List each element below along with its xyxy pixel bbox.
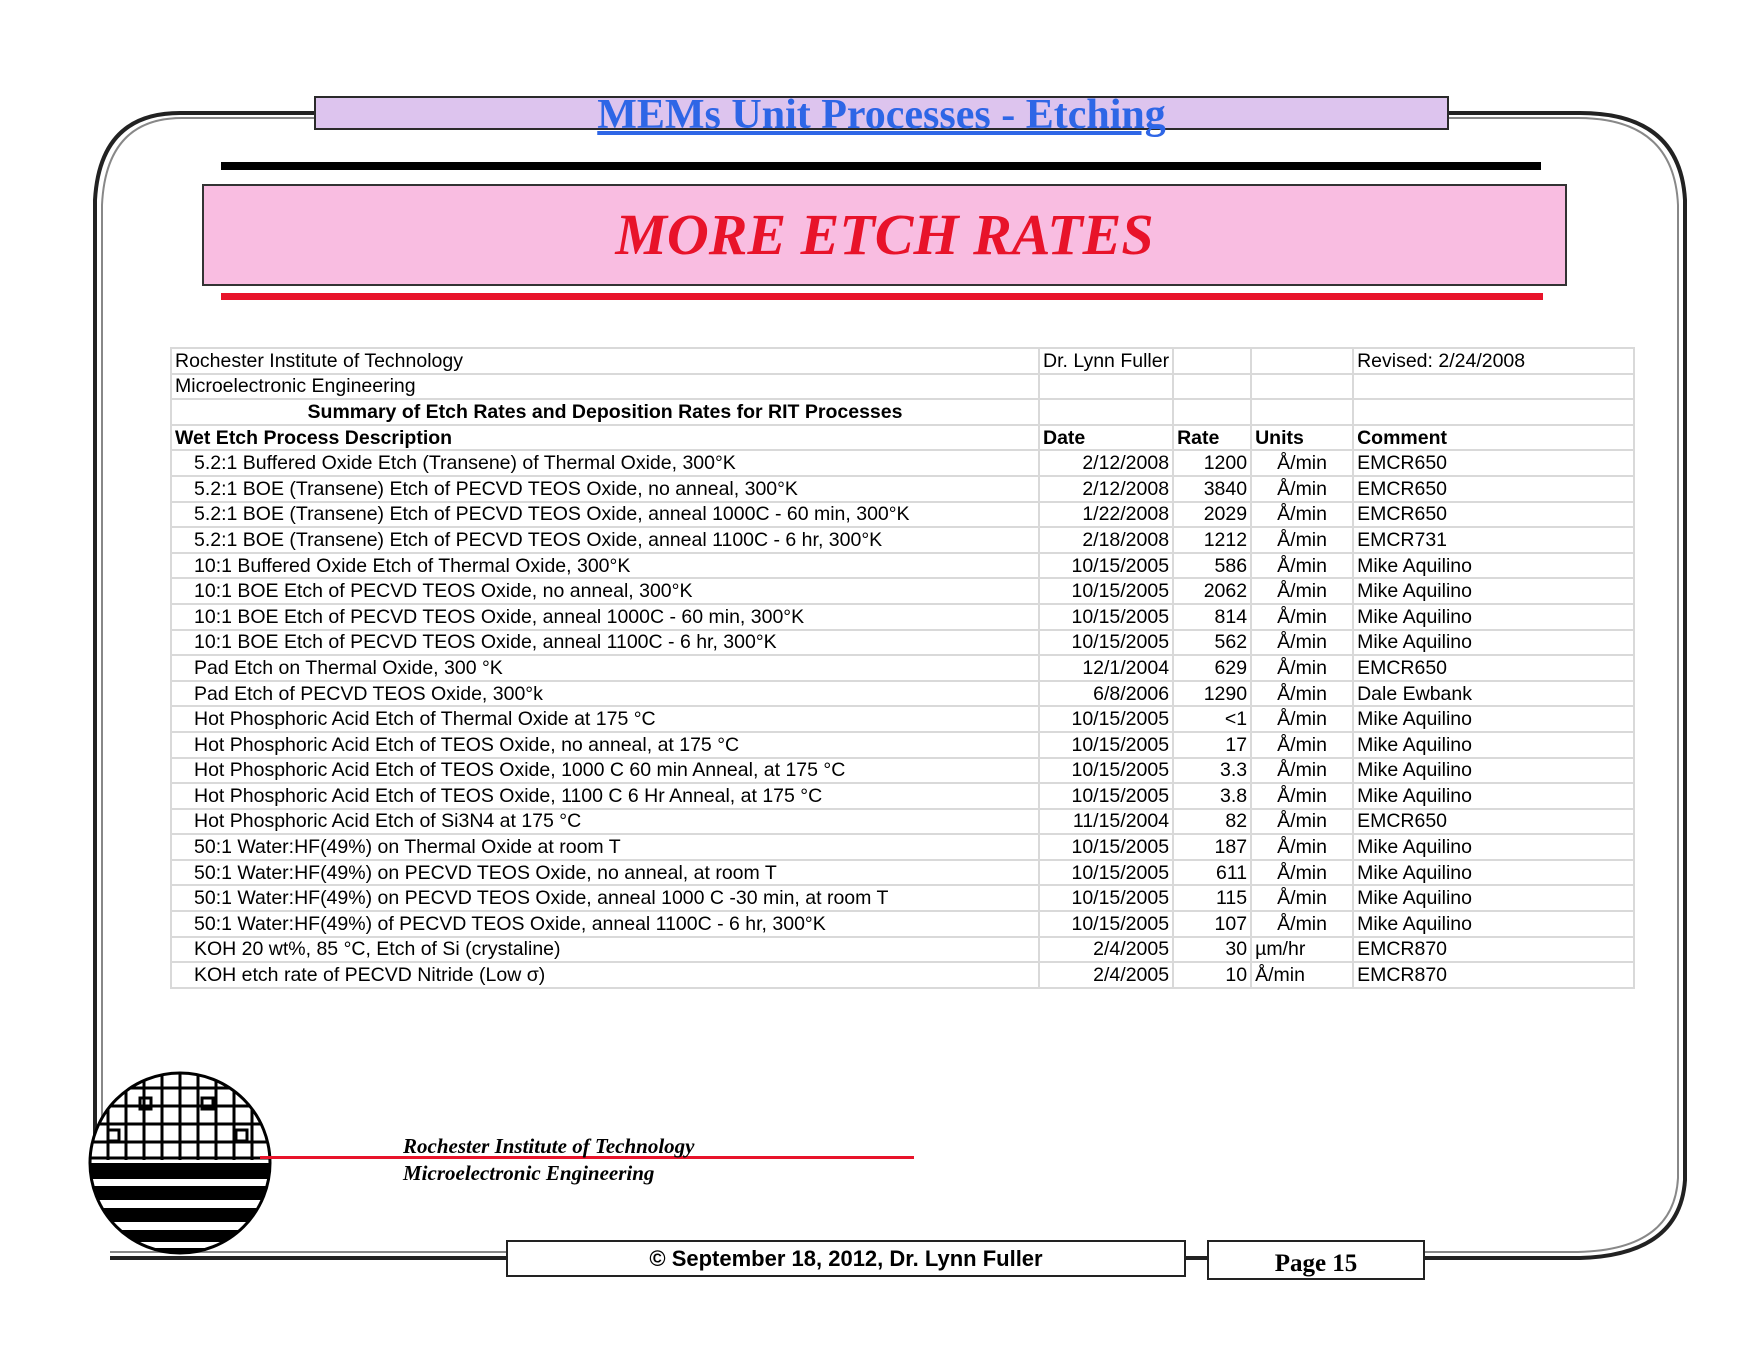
row-comment: Mike Aquilino: [1353, 630, 1634, 656]
row-comment: EMCR650: [1353, 450, 1634, 476]
row-date: 10/15/2005: [1039, 732, 1173, 758]
row-comment: Mike Aquilino: [1353, 911, 1634, 937]
row-date: 10/15/2005: [1039, 758, 1173, 784]
table-info-row: [171, 348, 1634, 374]
table-row: [171, 732, 1634, 758]
summary-cell: Summary of Etch Rates and Deposition Rates for RIT Processes: [171, 399, 1039, 425]
table-row: [171, 681, 1634, 707]
row-description: 5.2:1 Buffered Oxide Etch (Transene) of Thermal Oxide, 300°K: [171, 450, 1039, 476]
table-row: [171, 783, 1634, 809]
row-description: Pad Etch of PECVD TEOS Oxide, 300°k: [171, 681, 1039, 707]
row-description: 50:1 Water:HF(49%) on PECVD TEOS Oxide, anneal 1000 C -30 min, at room T: [171, 885, 1039, 911]
row-date: 1/22/2008: [1039, 502, 1173, 528]
row-units: Å/min: [1251, 604, 1353, 630]
row-comment: EMCR650: [1353, 476, 1634, 502]
row-comment: EMCR650: [1353, 655, 1634, 681]
row-date: 10/15/2005: [1039, 783, 1173, 809]
row-comment: EMCR650: [1353, 809, 1634, 835]
table-row: [171, 578, 1634, 604]
row-description: Hot Phosphoric Acid Etch of TEOS Oxide, no anneal, at 175 °C: [171, 732, 1039, 758]
row-units: Å/min: [1251, 732, 1353, 758]
wafer-logo: [86, 1068, 274, 1258]
row-description: 5.2:1 BOE (Transene) Etch of PECVD TEOS Oxide, anneal 1100C - 6 hr, 300°K: [171, 527, 1039, 553]
row-comment: Mike Aquilino: [1353, 783, 1634, 809]
row-units: Å/min: [1251, 962, 1353, 988]
footer-institution: [403, 1133, 695, 1187]
row-units: Å/min: [1251, 655, 1353, 681]
table-row: [171, 450, 1634, 476]
row-units: Å/min: [1251, 681, 1353, 707]
row-units: Å/min: [1251, 630, 1353, 656]
row-comment: Mike Aquilino: [1353, 553, 1634, 579]
empty-cell: [1353, 399, 1634, 425]
author-cell: Dr. Lynn Fuller: [1039, 348, 1173, 374]
slide-title: MORE ETCH RATES: [202, 184, 1567, 286]
row-date: 2/18/2008: [1039, 527, 1173, 553]
table-row: [171, 476, 1634, 502]
row-rate: 17: [1173, 732, 1251, 758]
row-comment: EMCR731: [1353, 527, 1634, 553]
row-rate: 1200: [1173, 450, 1251, 476]
row-rate: 611: [1173, 860, 1251, 886]
row-rate: 107: [1173, 911, 1251, 937]
row-rate: 3840: [1173, 476, 1251, 502]
table-row: [171, 937, 1634, 963]
row-rate: 586: [1173, 553, 1251, 579]
empty-cell: [1251, 399, 1353, 425]
row-rate: 10: [1173, 962, 1251, 988]
row-rate: 562: [1173, 630, 1251, 656]
row-description: Hot Phosphoric Acid Etch of TEOS Oxide, 1000 C 60 min Anneal, at 175 °C: [171, 758, 1039, 784]
row-date: 10/15/2005: [1039, 911, 1173, 937]
row-date: 2/4/2005: [1039, 962, 1173, 988]
column-header-description: Wet Etch Process Description: [171, 425, 1039, 451]
row-comment: Dale Ewbank: [1353, 681, 1634, 707]
row-date: 10/15/2005: [1039, 578, 1173, 604]
table-row: [171, 527, 1634, 553]
row-rate: 629: [1173, 655, 1251, 681]
row-description: 10:1 BOE Etch of PECVD TEOS Oxide, anneal 1000C - 60 min, 300°K: [171, 604, 1039, 630]
footer-department-name: Microelectronic Engineering: [403, 1161, 655, 1185]
row-rate: 82: [1173, 809, 1251, 835]
copyright-notice: © September 18, 2012, Dr. Lynn Fuller: [506, 1240, 1186, 1277]
table-row: [171, 860, 1634, 886]
row-units: Å/min: [1251, 783, 1353, 809]
row-comment: Mike Aquilino: [1353, 885, 1634, 911]
row-units: Å/min: [1251, 527, 1353, 553]
table-row: [171, 553, 1634, 579]
table-row: [171, 962, 1634, 988]
empty-cell: [1039, 374, 1173, 400]
column-header-rate: Rate: [1173, 425, 1251, 451]
row-date: 10/15/2005: [1039, 834, 1173, 860]
row-units: Å/min: [1251, 834, 1353, 860]
row-date: 10/15/2005: [1039, 630, 1173, 656]
empty-cell: [1173, 374, 1251, 400]
column-header-date: Date: [1039, 425, 1173, 451]
table-row: [171, 758, 1634, 784]
row-units: Å/min: [1251, 502, 1353, 528]
row-rate: 3.3: [1173, 758, 1251, 784]
row-comment: EMCR870: [1353, 962, 1634, 988]
footer-institution-name: Rochester Institute of Technology: [403, 1134, 695, 1158]
row-comment: Mike Aquilino: [1353, 706, 1634, 732]
table-row: [171, 834, 1634, 860]
table-body: [171, 450, 1634, 987]
row-rate: 1290: [1173, 681, 1251, 707]
table-info-row: [171, 374, 1634, 400]
row-date: 10/15/2005: [1039, 860, 1173, 886]
row-description: 50:1 Water:HF(49%) on PECVD TEOS Oxide, no anneal, at room T: [171, 860, 1039, 886]
row-date: 10/15/2005: [1039, 604, 1173, 630]
row-units: Å/min: [1251, 578, 1353, 604]
department-cell: Microelectronic Engineering: [171, 374, 1039, 400]
table-row: [171, 885, 1634, 911]
empty-cell: [1251, 348, 1353, 374]
row-comment: Mike Aquilino: [1353, 604, 1634, 630]
row-comment: Mike Aquilino: [1353, 834, 1634, 860]
empty-cell: [1251, 374, 1353, 400]
row-rate: 115: [1173, 885, 1251, 911]
table-row: [171, 502, 1634, 528]
row-date: 11/15/2004: [1039, 809, 1173, 835]
row-description: 5.2:1 BOE (Transene) Etch of PECVD TEOS Oxide, no anneal, 300°K: [171, 476, 1039, 502]
row-description: KOH etch rate of PECVD Nitride (Low σ): [171, 962, 1039, 988]
empty-cell: [1173, 348, 1251, 374]
row-units: Å/min: [1251, 553, 1353, 579]
row-description: Pad Etch on Thermal Oxide, 300 °K: [171, 655, 1039, 681]
course-title: MEMs Unit Processes - Etching: [314, 96, 1449, 130]
empty-cell: [1039, 399, 1173, 425]
row-description: 10:1 BOE Etch of PECVD TEOS Oxide, no anneal, 300°K: [171, 578, 1039, 604]
row-date: 10/15/2005: [1039, 706, 1173, 732]
empty-cell: [1353, 374, 1634, 400]
row-rate: 30: [1173, 937, 1251, 963]
row-date: 10/15/2005: [1039, 885, 1173, 911]
institution-cell: Rochester Institute of Technology: [171, 348, 1039, 374]
title-divider-black: [221, 162, 1541, 170]
row-units: µm/hr: [1251, 937, 1353, 963]
row-comment: EMCR650: [1353, 502, 1634, 528]
row-date: 2/4/2005: [1039, 937, 1173, 963]
table-row: [171, 706, 1634, 732]
row-rate: 814: [1173, 604, 1251, 630]
row-comment: Mike Aquilino: [1353, 732, 1634, 758]
row-rate: 3.8: [1173, 783, 1251, 809]
row-units: Å/min: [1251, 911, 1353, 937]
row-description: 10:1 BOE Etch of PECVD TEOS Oxide, anneal 1100C - 6 hr, 300°K: [171, 630, 1039, 656]
row-comment: Mike Aquilino: [1353, 578, 1634, 604]
row-description: Hot Phosphoric Acid Etch of TEOS Oxide, 1100 C 6 Hr Anneal, at 175 °C: [171, 783, 1039, 809]
revised-cell: Revised: 2/24/2008: [1353, 348, 1634, 374]
title-divider-red: [221, 293, 1543, 300]
row-description: 10:1 Buffered Oxide Etch of Thermal Oxide, 300°K: [171, 553, 1039, 579]
row-description: 5.2:1 BOE (Transene) Etch of PECVD TEOS Oxide, anneal 1000C - 60 min, 300°K: [171, 502, 1039, 528]
row-date: 6/8/2006: [1039, 681, 1173, 707]
row-comment: EMCR870: [1353, 937, 1634, 963]
row-description: KOH 20 wt%, 85 °C, Etch of Si (crystaline): [171, 937, 1039, 963]
column-header-comment: Comment: [1353, 425, 1634, 451]
row-units: Å/min: [1251, 885, 1353, 911]
row-date: 2/12/2008: [1039, 476, 1173, 502]
table-row: [171, 655, 1634, 681]
row-date: 2/12/2008: [1039, 450, 1173, 476]
row-rate: 2062: [1173, 578, 1251, 604]
page-number: Page 15: [1207, 1240, 1425, 1280]
row-units: Å/min: [1251, 860, 1353, 886]
row-date: 10/15/2005: [1039, 553, 1173, 579]
table-row: [171, 809, 1634, 835]
row-date: 12/1/2004: [1039, 655, 1173, 681]
row-units: Å/min: [1251, 450, 1353, 476]
row-units: Å/min: [1251, 809, 1353, 835]
table-row: [171, 630, 1634, 656]
table-header-row: [171, 425, 1634, 451]
row-rate: <1: [1173, 706, 1251, 732]
column-header-units: Units: [1251, 425, 1353, 451]
etch-rates-table: [170, 347, 1635, 989]
row-rate: 1212: [1173, 527, 1251, 553]
table-summary-row: [171, 399, 1634, 425]
row-description: 50:1 Water:HF(49%) of PECVD TEOS Oxide, anneal 1100C - 6 hr, 300°K: [171, 911, 1039, 937]
row-description: Hot Phosphoric Acid Etch of Thermal Oxide at 175 °C: [171, 706, 1039, 732]
row-rate: 187: [1173, 834, 1251, 860]
row-comment: Mike Aquilino: [1353, 758, 1634, 784]
row-units: Å/min: [1251, 706, 1353, 732]
row-description: Hot Phosphoric Acid Etch of Si3N4 at 175 °C: [171, 809, 1039, 835]
row-units: Å/min: [1251, 476, 1353, 502]
row-units: Å/min: [1251, 758, 1353, 784]
row-comment: Mike Aquilino: [1353, 860, 1634, 886]
table-row: [171, 604, 1634, 630]
row-rate: 2029: [1173, 502, 1251, 528]
table-row: [171, 911, 1634, 937]
empty-cell: [1173, 399, 1251, 425]
row-description: 50:1 Water:HF(49%) on Thermal Oxide at room T: [171, 834, 1039, 860]
